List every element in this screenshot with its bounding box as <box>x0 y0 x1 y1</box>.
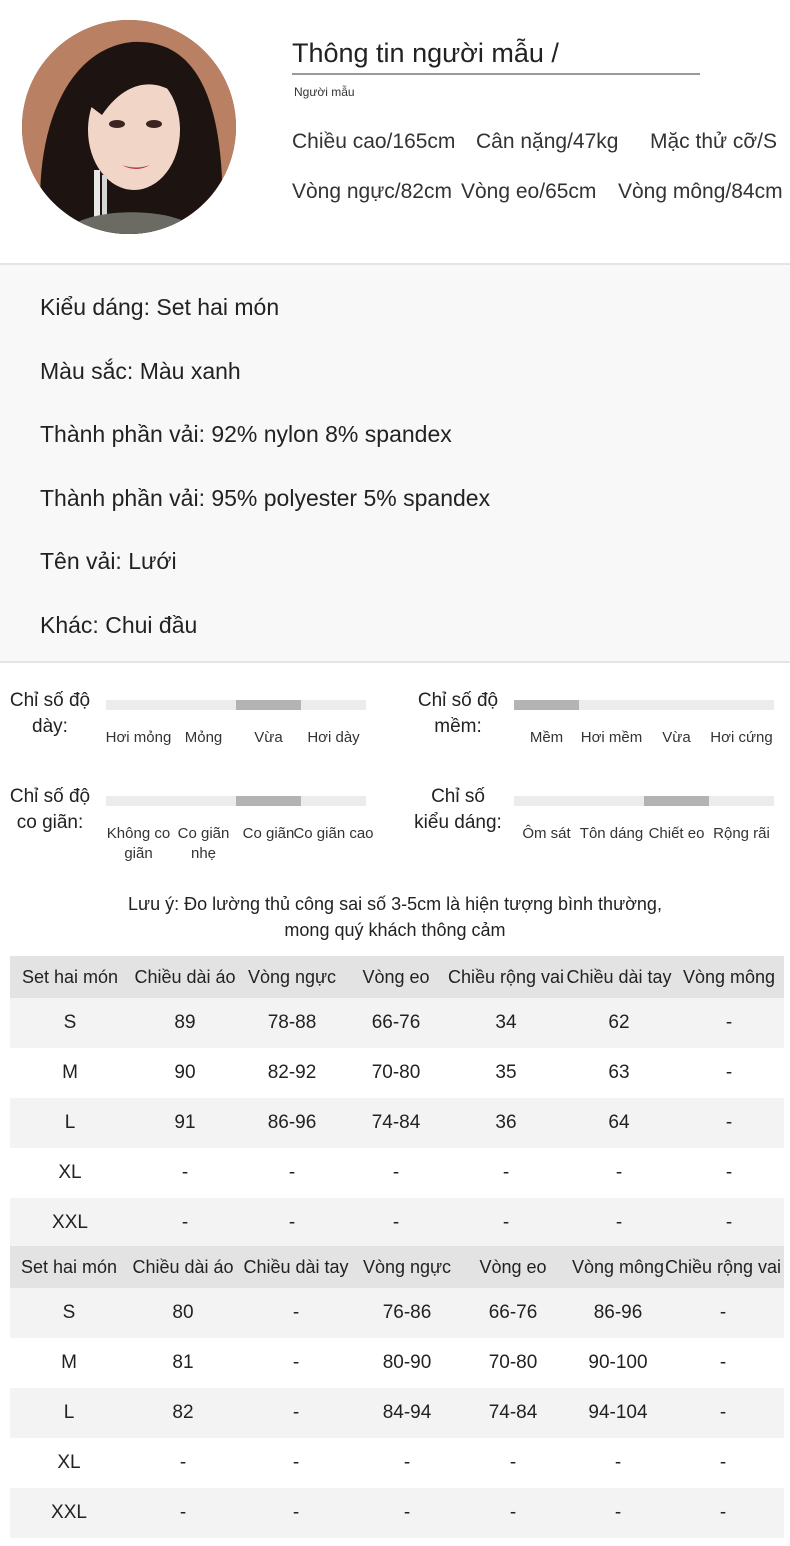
indicator-softness <box>408 688 790 788</box>
size-table-cell: - <box>292 1302 300 1323</box>
indicator-option-line: Vừa <box>254 729 283 746</box>
indicator-option-line: Tôn dáng <box>579 825 644 842</box>
size-table-cell: - <box>614 1502 622 1523</box>
size-table-cell: - <box>288 1212 296 1233</box>
size-table-cell: 74-84 <box>371 1112 421 1133</box>
size-table-cell: - <box>292 1452 300 1473</box>
size-table-row <box>10 1048 784 1098</box>
indicator-scale-bar <box>514 796 774 806</box>
indicator-option-line: Chiết eo <box>648 825 705 842</box>
indicator-title-line: Chỉ số độ <box>417 690 499 711</box>
model-info-title: Thông tin người mẫu / <box>292 38 559 68</box>
size-label-cell: S <box>62 1302 76 1323</box>
size-table-cell: 86-96 <box>267 1112 317 1133</box>
spec-color: Màu sắc: Màu xanh <box>40 358 241 384</box>
size-table-row <box>10 1438 784 1488</box>
indicator-title <box>408 688 508 740</box>
indicator-title-line: Chỉ số độ <box>9 786 91 807</box>
size-label-cell: XL <box>57 1452 81 1473</box>
size-table-cell: - <box>725 1162 733 1183</box>
size-table-header <box>10 956 784 998</box>
indicator-option-line: Hơi mỏng <box>105 729 172 746</box>
size-table-cell: 34 <box>495 1012 517 1033</box>
size-table-cell: - <box>614 1452 622 1473</box>
size-table-header-cell: Set hai món <box>20 1256 118 1277</box>
size-table-cell: - <box>392 1162 400 1183</box>
indicator-option-line: Co giãn cao <box>293 825 374 842</box>
size-table-cell: - <box>509 1452 517 1473</box>
size-table-cell: - <box>392 1212 400 1233</box>
size-table-cell: - <box>725 1212 733 1233</box>
size-table-header-cell: Vòng mông <box>571 1256 665 1277</box>
size-table-cell: 84-94 <box>382 1402 432 1423</box>
indicator-selected-segment <box>644 796 709 806</box>
title-underline <box>292 73 700 75</box>
size-table-cell: 64 <box>608 1112 630 1133</box>
indicator-fit <box>408 784 790 884</box>
size-table-cell: 90 <box>174 1062 196 1083</box>
size-table-cell: 86-96 <box>593 1302 643 1323</box>
size-table-header-cell: Vòng mông <box>682 966 776 987</box>
model-try-on-size: Mặc thử cỡ/S <box>650 130 778 153</box>
indicator-stretch <box>0 784 395 884</box>
model-waist: Vòng eo/65cm <box>461 180 597 203</box>
size-label-cell: L <box>63 1402 75 1423</box>
size-table-cell: 70-80 <box>488 1352 538 1373</box>
indicator-title-line: mềm: <box>434 716 482 737</box>
size-table-cell: 78-88 <box>267 1012 317 1033</box>
size-table-cell: - <box>615 1212 623 1233</box>
indicator-option <box>697 824 786 844</box>
size-table-row <box>10 1338 784 1388</box>
size-table-cell: 94-104 <box>588 1402 648 1423</box>
size-table-cell: - <box>615 1162 623 1183</box>
size-table-header-cell: Chiều rộng vai <box>447 966 565 987</box>
spec-fabric-1: Thành phần vải: 92% nylon 8% spandex <box>40 421 452 447</box>
indicator-title-line: kiểu dáng: <box>414 812 502 833</box>
measurement-note <box>0 891 790 943</box>
indicator-scale-bar <box>106 796 366 806</box>
size-table-header-cell: Vòng eo <box>362 966 430 987</box>
indicator-option-line: Vừa <box>662 729 691 746</box>
model-hip: Vòng mông/84cm <box>618 180 783 203</box>
size-table-header-cell: Chiều dài tay <box>243 1256 349 1277</box>
spec-style: Kiểu dáng: Set hai món <box>40 294 280 320</box>
indicator-option-line: nhẹ <box>190 845 217 862</box>
size-table-header-cell: Vòng ngực <box>362 1256 452 1277</box>
size-table-cell: 66-76 <box>488 1302 538 1323</box>
size-table-cell: 91 <box>174 1112 196 1133</box>
size-table-header-cell: Vòng ngực <box>247 966 337 987</box>
measurement-note-line: Lưu ý: Đo lường thủ công sai số 3-5cm là hiện tượng bình thường, <box>128 894 662 914</box>
size-table-row <box>10 1288 784 1338</box>
size-label-cell: XXL <box>51 1502 87 1523</box>
indicator-scale-bar <box>514 700 774 710</box>
size-table-row <box>10 1098 784 1148</box>
measurement-note-line: mong quý khách thông cảm <box>284 920 506 940</box>
size-table-cell: 82 <box>172 1402 194 1423</box>
size-table-row <box>10 1388 784 1438</box>
size-table-cell: 81 <box>172 1352 194 1373</box>
indicator-option-line: Co giãn <box>242 825 295 842</box>
product-specs-section <box>0 265 790 661</box>
indicator-option <box>289 824 378 844</box>
size-table-header <box>10 1246 784 1288</box>
size-table-cell: - <box>292 1402 300 1423</box>
indicator-option-line: giãn <box>124 845 153 862</box>
size-table-header-cell: Chiều rộng vai <box>664 1256 782 1277</box>
model-portrait-image <box>22 20 236 234</box>
size-label-cell: XXL <box>52 1212 88 1233</box>
size-table-row <box>10 1198 784 1248</box>
indicator-title-line: Chỉ số độ <box>9 690 91 711</box>
size-table-cell: 80-90 <box>382 1352 432 1373</box>
indicator-option-line: Mỏng <box>184 729 223 746</box>
indicator-option-line: Rộng rãi <box>713 825 770 842</box>
size-table-cell: - <box>403 1502 411 1523</box>
indicator-option <box>697 728 786 748</box>
size-table-header-cell: Chiều dài áo <box>134 966 236 987</box>
size-table-cell: - <box>725 1062 733 1083</box>
indicator-title <box>408 784 508 836</box>
size-table-row <box>10 1148 784 1198</box>
size-table-cell: 70-80 <box>371 1062 421 1083</box>
size-table-cell: 74-84 <box>488 1402 538 1423</box>
model-avatar <box>22 20 236 234</box>
size-table-cell: - <box>719 1402 727 1423</box>
model-info-subtitle: Người mẫu <box>294 85 355 99</box>
model-info-section <box>0 0 790 262</box>
size-table-cell: - <box>719 1452 727 1473</box>
indicator-option <box>289 728 378 748</box>
size-label-cell: M <box>62 1062 78 1083</box>
size-table-cell: - <box>292 1502 300 1523</box>
size-table-cell: 35 <box>495 1062 517 1083</box>
spec-fabric-2: Thành phần vải: 95% polyester 5% spandex <box>40 485 491 511</box>
size-table-row <box>10 1488 784 1538</box>
size-table-cell: - <box>288 1162 296 1183</box>
size-label-cell: L <box>64 1112 76 1133</box>
size-table-cell: - <box>719 1352 727 1373</box>
indicator-option-line: Hơi cứng <box>710 729 773 746</box>
size-table-cell: 62 <box>608 1012 630 1033</box>
indicator-option-line: Hơi mềm <box>580 729 643 746</box>
size-table-cell: 82-92 <box>267 1062 317 1083</box>
section-divider <box>0 661 790 663</box>
indicator-option-line: Không co <box>106 825 171 842</box>
size-table-cell: - <box>403 1452 411 1473</box>
size-table-cell: 89 <box>174 1012 196 1033</box>
indicator-option-line: Ôm sát <box>522 825 571 842</box>
indicator-selected-segment <box>236 796 301 806</box>
size-table-cell: - <box>179 1452 187 1473</box>
size-table-cell: - <box>502 1212 510 1233</box>
size-table-row <box>10 998 784 1048</box>
size-table-cell: 66-76 <box>371 1012 421 1033</box>
size-table-header-cell: Chiều dài tay <box>566 966 672 987</box>
size-table-cell: 63 <box>608 1062 630 1083</box>
indicator-option-line: Hơi dày <box>307 729 360 746</box>
indicator-title-line: dày: <box>32 716 68 737</box>
indicator-title-line: co giãn: <box>16 812 84 833</box>
indicator-title-line: Chỉ số <box>431 786 485 807</box>
indicator-scale-bar <box>106 700 366 710</box>
size-table-cell: - <box>725 1112 733 1133</box>
size-table-header-cell: Vòng eo <box>479 1256 547 1277</box>
size-table-cell: - <box>181 1212 189 1233</box>
size-table-cell: - <box>181 1162 189 1183</box>
indicator-title <box>0 688 100 740</box>
size-label-cell: S <box>63 1012 77 1033</box>
indicator-thickness <box>0 688 395 788</box>
spec-fabric-name: Tên vải: Lưới <box>40 548 177 574</box>
size-label-cell: M <box>61 1352 77 1373</box>
size-table-cell: 76-86 <box>382 1302 432 1323</box>
size-table-cell: - <box>292 1352 300 1373</box>
size-table-cell: - <box>725 1012 733 1033</box>
indicator-title <box>0 784 100 836</box>
size-table-cell: - <box>502 1162 510 1183</box>
size-table-cell: - <box>719 1302 727 1323</box>
model-bust: Vòng ngực/82cm <box>292 180 452 203</box>
model-height: Chiều cao/165cm <box>292 130 456 153</box>
size-table-header-cell: Chiều dài áo <box>132 1256 234 1277</box>
indicator-option-line: Mềm <box>529 729 564 746</box>
size-table-cell: - <box>719 1502 727 1523</box>
size-table-cell: 80 <box>172 1302 194 1323</box>
model-weight: Cân nặng/47kg <box>476 130 619 153</box>
spec-other: Khác: Chui đầu <box>40 612 198 638</box>
size-table-cell: - <box>509 1502 517 1523</box>
size-label-cell: XL <box>58 1162 82 1183</box>
size-table-cell: 36 <box>495 1112 517 1133</box>
size-table-cell: 90-100 <box>588 1352 648 1373</box>
indicator-selected-segment <box>514 700 579 710</box>
size-table-header-cell: Set hai món <box>21 966 119 987</box>
indicator-option-line: Co giãn <box>177 825 230 842</box>
indicator-selected-segment <box>236 700 301 710</box>
size-table-cell: - <box>179 1502 187 1523</box>
